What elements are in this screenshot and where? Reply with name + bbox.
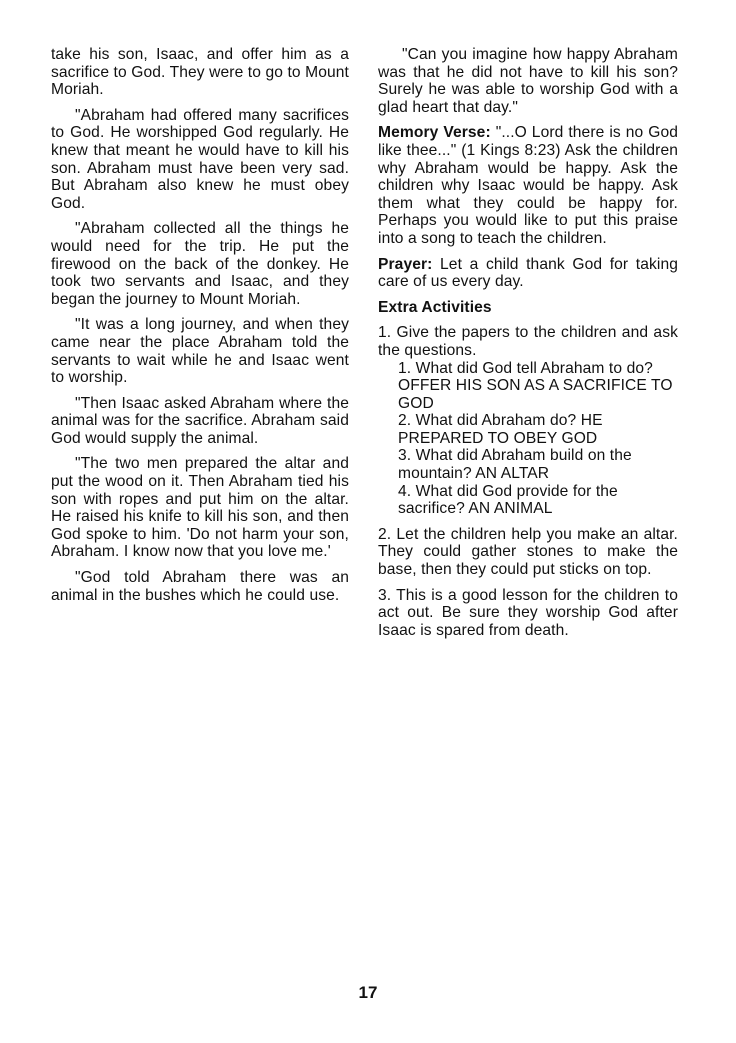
prayer-text: Let a child thank God for taking care of us every day. [378,255,678,291]
question-item: 2. What did Abraham do? HE PREPARED TO OBEY GOD [398,412,603,447]
activity-item: 1. Give the papers to the children and ask the questions. [378,324,678,359]
page-number: 17 [358,983,378,1002]
question-item: 3. What did Abraham build on the mountain? AN ALTAR [398,447,632,483]
paragraph: "It was a long journey, and when they came near the place Abraham told the servants to wait while he and Isaac went to worship. [51,316,349,387]
paragraph: "Abraham collected all the things he would need for the trip. He put the firewood on the back of the donkey. He took two servants and Isaac, and they began the journey to Mount Moriah. [51,220,349,308]
question-list [378,360,678,518]
paragraph: "Can you imagine how happy Abraham was that he did not have to kill his son? Surely he was able to worship God with a glad heart that day." [378,46,678,116]
paragraph: "God told Abraham there was an animal in the bushes which he could use. [51,569,349,604]
activity-item: 2. Let the children help you make an altar. They could gather stones to make the base, then they could put sticks on top. [378,525,678,579]
activity-item: 3. This is a good lesson for the children to act out. Be sure they worship God after Isaac is spared from death. [378,586,678,639]
question-item: 4. What did God provide for the sacrifice? AN ANIMAL [398,482,618,518]
memory-verse-text: "...O Lord there is no God like thee..." (1 Kings 8:23) Ask the children why Abraham would be happy. Ask the children why Isaac would be happy. Ask them what they could be happy for. Perhaps you would like to put this praise into a song to teach the children. [378,124,678,247]
extra-activities-heading: Extra Activities [378,298,492,316]
paragraph: take his son, Isaac, and offer him as a sacrifice to God. They were to go to Mount Moriah. [51,46,349,99]
prayer [378,256,678,291]
memory-verse-label: Memory Verse: [378,124,491,142]
right-column [378,46,678,647]
memory-verse [378,124,678,247]
left-column [51,46,349,612]
paragraph: "Then Isaac asked Abraham where the animal was for the sacrifice. Abraham said God would supply the animal. [51,394,349,447]
question-item: 1. What did God tell Abraham to do? OFFER HIS SON AS A SACRIFICE TO GOD [398,359,673,412]
paragraph: "Abraham had offered many sacrifices to God. He worshipped God regularly. He knew that meant he would have to kill his son. Abraham must have been very sad. But Abraham also knew he must obey God. [51,106,349,212]
prayer-label: Prayer: [378,255,433,273]
paragraph: "The two men prepared the altar and put the wood on it. Then Abraham tied his son with ropes and put him on the altar. He raised his knife to kill his son, and then God spoke to him. 'Do not harm your son, Abraham. I know now that you love me.' [51,455,349,561]
